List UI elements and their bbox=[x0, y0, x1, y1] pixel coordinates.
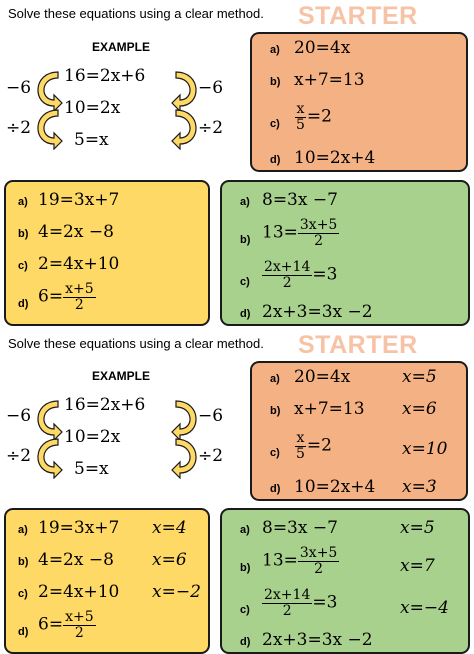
question-label: d) bbox=[18, 626, 29, 638]
example-label: EXAMPLE bbox=[92, 40, 151, 54]
example-line-3: 5=x bbox=[74, 130, 109, 150]
answer-c: x=10 bbox=[402, 439, 448, 459]
green-answer-box bbox=[220, 508, 470, 654]
question-a: 19=3x+7 bbox=[38, 518, 120, 538]
question-d: 10=2x+4 bbox=[294, 148, 376, 168]
question-label: c) bbox=[18, 260, 28, 272]
question-label: d) bbox=[240, 636, 251, 648]
left-curved-arrows-icon bbox=[34, 70, 64, 150]
question-d: 2x+3=3x −2 bbox=[262, 630, 373, 650]
question-c: $\frac{2x+14}{2}$ =3 bbox=[264, 587, 338, 619]
answer-b: x=6 bbox=[152, 550, 187, 570]
example-line-2: 10=2x bbox=[64, 98, 121, 118]
question-d: 6= $\frac{x+5}{2}$ bbox=[38, 281, 94, 313]
question-label: c) bbox=[240, 276, 250, 288]
example-op-left-1: −6 bbox=[6, 406, 32, 426]
question-c: 2=4x+10 bbox=[38, 582, 120, 602]
question-label: d) bbox=[270, 483, 281, 495]
question-label: d) bbox=[270, 154, 281, 166]
question-label: a) bbox=[240, 196, 250, 208]
answer-a: x=4 bbox=[152, 518, 187, 538]
orange-question-box bbox=[250, 32, 468, 172]
question-b: x+7=13 bbox=[294, 399, 365, 419]
question-label: a) bbox=[18, 196, 28, 208]
example-op-left-1: −6 bbox=[6, 78, 32, 98]
answer-a: x=5 bbox=[400, 518, 435, 538]
right-curved-arrows-icon bbox=[170, 70, 200, 150]
question-label: b) bbox=[18, 556, 29, 568]
example-line-3: 5=x bbox=[74, 459, 109, 479]
question-d: 6= $\frac{x+5}{2}$ bbox=[38, 609, 94, 641]
question-label: b) bbox=[270, 405, 281, 417]
question-b: 13= $\frac{3x+5}{2}$ bbox=[262, 217, 338, 249]
question-a: 8=3x −7 bbox=[262, 518, 338, 538]
question-a: 8=3x −7 bbox=[262, 190, 338, 210]
right-curved-arrows-icon bbox=[170, 399, 200, 479]
example-op-right-1: −6 bbox=[198, 78, 224, 98]
example-label: EXAMPLE bbox=[92, 369, 151, 383]
question-a: 20=4x bbox=[294, 367, 351, 387]
question-label: a) bbox=[240, 524, 250, 536]
question-label: b) bbox=[240, 562, 251, 574]
question-c: $\frac{2x+14}{2}$ =3 bbox=[264, 259, 338, 291]
question-label: a) bbox=[270, 373, 280, 385]
question-label: b) bbox=[270, 76, 281, 88]
question-label: c) bbox=[270, 118, 280, 130]
starter-title: STARTER bbox=[298, 331, 418, 359]
question-label: a) bbox=[270, 44, 280, 56]
question-a: 19=3x+7 bbox=[38, 190, 120, 210]
question-b: 4=2x −8 bbox=[38, 222, 114, 242]
answer-a: x=5 bbox=[402, 367, 437, 387]
question-a: 20=4x bbox=[294, 38, 351, 58]
example-op-left-2: ÷2 bbox=[6, 446, 32, 466]
green-question-box bbox=[220, 180, 470, 326]
example-op-right-2: ÷2 bbox=[198, 446, 224, 466]
question-label: d) bbox=[240, 308, 251, 320]
question-label: b) bbox=[18, 228, 29, 240]
example-line-2: 10=2x bbox=[64, 427, 121, 447]
question-c: $\frac{x}{5}$ =2 bbox=[296, 430, 332, 462]
starter-title: STARTER bbox=[298, 2, 418, 30]
question-b: x+7=13 bbox=[294, 70, 365, 90]
example-line-1: 16=2x+6 bbox=[64, 66, 146, 86]
question-label: c) bbox=[240, 604, 250, 616]
instruction-text: Solve these equations using a clear method. bbox=[8, 336, 264, 351]
example-line-1: 16=2x+6 bbox=[64, 395, 146, 415]
yellow-answer-box bbox=[4, 508, 210, 654]
question-label: b) bbox=[240, 234, 251, 246]
yellow-question-box bbox=[4, 180, 210, 326]
answer-c: x=−2 bbox=[152, 582, 201, 602]
left-curved-arrows-icon bbox=[34, 399, 64, 479]
example-op-right-2: ÷2 bbox=[198, 118, 224, 138]
example-op-right-1: −6 bbox=[198, 406, 224, 426]
question-b: 13= $\frac{3x+5}{2}$ bbox=[262, 545, 338, 577]
question-label: d) bbox=[18, 298, 29, 310]
question-label: a) bbox=[18, 524, 28, 536]
example-op-left-2: ÷2 bbox=[6, 118, 32, 138]
question-d: 2x+3=3x −2 bbox=[262, 302, 373, 322]
question-label: c) bbox=[18, 588, 28, 600]
answer-b: x=7 bbox=[400, 556, 435, 576]
answer-d: x=3 bbox=[402, 477, 437, 497]
instruction-text: Solve these equations using a clear method. bbox=[8, 6, 264, 21]
question-b: 4=2x −8 bbox=[38, 550, 114, 570]
answer-c: x=−4 bbox=[400, 598, 449, 618]
question-label: c) bbox=[270, 447, 280, 459]
question-c: 2=4x+10 bbox=[38, 254, 120, 274]
question-c: $\frac{x}{5}$ =2 bbox=[296, 101, 332, 133]
answer-b: x=6 bbox=[402, 399, 437, 419]
orange-answer-box bbox=[250, 361, 468, 501]
question-d: 10=2x+4 bbox=[294, 477, 376, 497]
